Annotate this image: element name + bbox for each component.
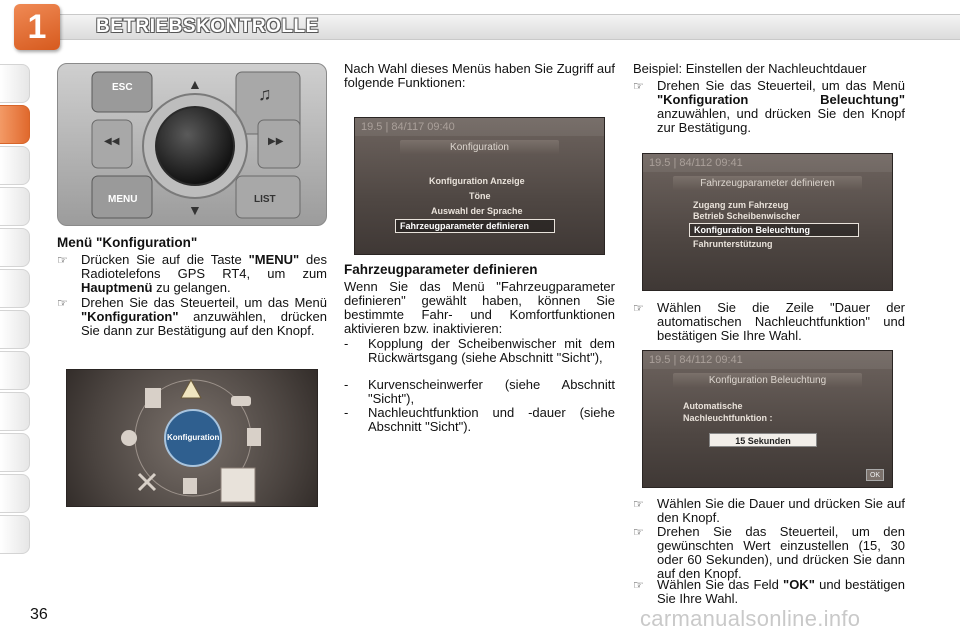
key-label: "MENU" [248, 252, 300, 267]
chapter-tab[interactable] [0, 146, 30, 185]
configuration-wheel-image [66, 369, 318, 507]
bullet-text: Wählen Sie die Dauer und drücken Sie auf den Knopf. [657, 496, 905, 525]
page-header [0, 0, 960, 54]
chapter-tab[interactable] [0, 187, 30, 226]
bullet-text: des Radiotelefons GPS RT4, um zum [81, 252, 327, 281]
wheel-center-label[interactable]: Konfiguration [167, 433, 220, 442]
screen-status-bar: 19.5 | 84/117 09:40 [355, 118, 604, 136]
rewind-icon[interactable]: ◀◀ [104, 136, 120, 147]
down-arrow-icon[interactable]: ▼ [188, 202, 202, 218]
watermark: carmanualsonline.info [640, 606, 861, 631]
bullet-text: Drehen Sie das Steuerteil, um den gewünschten Wert einzustellen (15, 30 oder 60 Sekunden), und drücken Sie dann auf den Knopf. [657, 524, 905, 581]
dash-text: Nachleuchtfunktion und -dauer (siehe Abschnitt "Sicht"). [368, 405, 615, 434]
vehicle-params-screen [642, 153, 893, 291]
chapter-badge: 1 [14, 4, 60, 50]
dash-item: - Nachleuchtfunktion und -dauer (siehe Abschnitt "Sicht"). [344, 405, 615, 434]
chapter-tab[interactable] [0, 515, 30, 554]
chapter-tab[interactable] [0, 351, 30, 390]
chapter-tab[interactable] [0, 228, 30, 267]
esc-key[interactable]: ESC [112, 82, 133, 93]
bullet-text: zu gelangen. [152, 280, 231, 295]
page-number: 36 [30, 606, 48, 623]
intro-text: Nach Wahl dieses Menüs haben Sie Zugriff auf folgende Funktionen: [344, 61, 615, 90]
description-paragraph: Wenn Sie das Menü "Fahrzeugparameter definieren" gewählt haben, können Sie bestimmte Fahr- und Komfortfunktionen aktivieren bzw. inaktivieren: [344, 279, 615, 336]
screen-line: Nachleuchtfunktion : [683, 413, 773, 423]
screen-title: Konfiguration [400, 140, 559, 155]
bullet-text: anzuwählen, und drücken Sie den Knopf zur Bestätigung. [657, 106, 905, 135]
chapter-tab[interactable] [0, 310, 30, 349]
example-text: Beispiel: Einstellen der Nachleuchtdauer [633, 61, 867, 76]
menu-item-selected[interactable]: Fahrzeugparameter definieren [395, 219, 555, 233]
chapter-tab-active[interactable] [0, 105, 30, 144]
bullet-item [57, 253, 327, 295]
key-label: "Konfiguration Beleuchtung" [657, 92, 905, 107]
chapter-tab[interactable] [0, 392, 30, 431]
chapter-tab[interactable] [0, 433, 30, 472]
section-heading-konfiguration: Menü "Konfiguration" [57, 235, 198, 250]
lighting-config-screen [642, 350, 893, 488]
finger-pointer-icon: ☞ [633, 301, 644, 315]
page-title: BETRIEBSKONTROLLE [96, 16, 319, 37]
menu-item-selected[interactable]: Konfiguration Beleuchtung [689, 223, 859, 237]
ok-button[interactable]: OK [866, 469, 884, 481]
bullet-item [633, 79, 905, 135]
key-label: Hauptmenü [81, 280, 153, 295]
finger-pointer-icon: ☞ [633, 79, 644, 93]
menu-item[interactable]: Zugang zum Fahrzeug [693, 200, 789, 210]
menu-item[interactable]: Fahrunterstützung [693, 239, 773, 249]
bullet-item [633, 525, 905, 581]
finger-pointer-icon: ☞ [633, 525, 644, 539]
chapter-tabs [0, 64, 34, 556]
chapter-tab[interactable] [0, 269, 30, 308]
chapter-tab[interactable] [0, 64, 30, 103]
bullet-item [633, 301, 905, 343]
bullet-text: Drehen Sie das Steuerteil, um das Menü [81, 295, 327, 310]
chapter-tab[interactable] [0, 474, 30, 513]
bullet-text: Drehen Sie das Steuerteil, um das Menü [657, 78, 905, 93]
dash-text: Kopplung der Scheibenwischer mit dem Rückwärtsgang (siehe Abschnitt "Sicht"), [368, 336, 615, 365]
menu-item[interactable]: Töne [469, 191, 491, 201]
menu-item[interactable]: Konfiguration Anzeige [429, 176, 525, 186]
bullet-item [633, 578, 905, 606]
screen-title: Konfiguration Beleuchtung [673, 373, 862, 388]
dash-item: - Kopplung der Scheibenwischer mit dem Rückwärtsgang (siehe Abschnitt "Sicht"), [344, 336, 615, 365]
screen-status-bar: 19.5 | 84/112 09:41 [643, 154, 892, 172]
up-arrow-icon[interactable]: ▲ [188, 76, 202, 92]
bullet-text: anzuwählen, drücken Sie dann zur Bestätigung auf den Knopf. [81, 309, 327, 338]
finger-pointer-icon: ☞ [633, 578, 644, 592]
bullet-text: Wählen Sie die Zeile "Dauer der automatischen Nachleuchtfunktion" und bestätigen Sie Ihre Wahl. [657, 300, 905, 343]
finger-pointer-icon: ☞ [633, 497, 644, 511]
bullet-text: und bestätigen Sie Ihre Wahl. [657, 577, 905, 606]
finger-pointer-icon: ☞ [57, 296, 68, 310]
screen-status-bar: 19.5 | 84/112 09:41 [643, 351, 892, 369]
duration-value-field[interactable]: 15 Sekunden [709, 433, 817, 447]
list-key[interactable]: LIST [254, 194, 276, 205]
screen-title: Fahrzeugparameter definieren [673, 176, 862, 191]
bullet-item [633, 497, 905, 525]
music-icon[interactable]: ♫ [258, 84, 272, 104]
bullet-text: Wählen Sie das Feld [657, 577, 784, 592]
key-label: "OK" [783, 577, 815, 592]
bullet-item [57, 296, 327, 338]
menu-item[interactable]: Auswahl der Sprache [431, 206, 523, 216]
config-menu-screen [354, 117, 605, 255]
menu-item[interactable]: Betrieb Scheibenwischer [693, 211, 801, 221]
dash-item: - Kurvenscheinwerfer (siehe Abschnitt "Sicht"), [344, 377, 615, 406]
finger-pointer-icon: ☞ [57, 253, 68, 267]
section-heading-fahrzeugparameter: Fahrzeugparameter definieren [344, 262, 538, 277]
key-label: "Konfiguration" [81, 309, 179, 324]
screen-line: Automatische [683, 401, 743, 411]
dash-text: Kurvenscheinwerfer (siehe Abschnitt "Sicht"), [368, 377, 615, 406]
bullet-text: Drücken Sie auf die Taste [81, 252, 249, 267]
forward-icon[interactable]: ▶▶ [268, 136, 284, 147]
radio-keypad-image [57, 63, 327, 226]
menu-key[interactable]: MENU [108, 194, 138, 205]
